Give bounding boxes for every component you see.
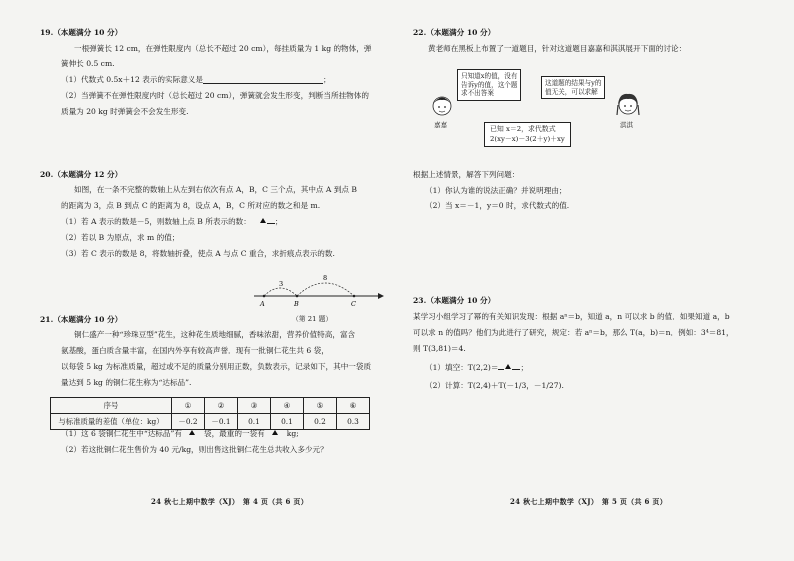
table-value-cell: 0.1 xyxy=(271,414,304,430)
q23-line1: 某学习小组学习了幂的有关知识发现：根据 aⁿ＝b，知道 a，n 可以求 b 的值．如果知道 a，b xyxy=(413,312,730,321)
triangle-blank-icon xyxy=(272,430,278,435)
q19-line1: 一根弹簧长 12 cm，在弹性限度内（总长不超过 20 cm），每挂质量为 1 kg 的物体，弹 xyxy=(74,44,372,53)
bubble-left-line: 只知道x的值，没有 xyxy=(461,72,518,80)
table-value-cell: －0.1 xyxy=(205,414,238,430)
q22-sub2: （2）当 x＝－1，y＝0 时，求代数式的值. xyxy=(425,201,570,210)
right-page xyxy=(397,0,794,561)
q21-line3: 以每袋 5 kg 为标准质量，超过或不足的质量分别用正数，负数表示，记录如下，其中一袋质 xyxy=(61,362,372,371)
q22-title: 22.（本题满分 10 分） xyxy=(413,28,496,37)
q21-line1: 铜仁盛产一种“珍珠豆型”花生，这种花生质地细腻，香味浓甜，营养价值特高，富含 xyxy=(74,330,356,339)
q21-line2: 氨基酸，蛋白质含量丰富，在国内外享有较高声誉．现有一批铜仁花生共 6 袋， xyxy=(61,346,329,355)
q23-sub1-end: ； xyxy=(520,363,529,372)
blackboard-problem xyxy=(484,122,571,147)
q20-line1: 如图，在一条不完整的数轴上从左到右依次有点 A，B，C 三个点，其中点 A 到点 B xyxy=(74,185,358,194)
q20-sub1-text: （1）若 A 表示的数是－5，则数轴上点 B 所表示的数： xyxy=(61,217,251,226)
axis-arrow-icon xyxy=(378,293,384,299)
answer-blank[interactable] xyxy=(203,74,323,84)
q21-line4: 量达到 5 kg 的铜仁花生称为“达标品”. xyxy=(61,378,192,387)
bubble-left-line: 求不出答案 xyxy=(461,89,494,98)
q19-sub1-end: ； xyxy=(323,75,331,84)
bubble-left-line: 告诉y的值，这个题 xyxy=(461,80,518,89)
q21-sub1-text-b: 袋，最重的一袋有 xyxy=(203,429,265,438)
q23-title: 23.（本题满分 10 分） xyxy=(413,296,496,305)
table-value-cell: －0.2 xyxy=(172,414,205,430)
table-row-label: 与标准质量的差值（单位：kg） xyxy=(51,414,172,430)
person-qiqi-name: 淇淇 xyxy=(620,121,633,129)
bubble-right-line: 值无关，可以求解 xyxy=(545,87,598,96)
person-jiajia-name: 嘉嘉 xyxy=(434,121,447,129)
board-line: 2(xy－x)－3(2＋y)＋xy xyxy=(490,134,565,143)
q20-title: 20.（本题满分 12 分） xyxy=(40,170,123,179)
deviation-table xyxy=(50,397,370,430)
q23-sub1 xyxy=(425,362,528,373)
q21-sub1 xyxy=(61,428,299,439)
point-b-label: B xyxy=(294,300,299,308)
q22-line1: 黄老师在黑板上布置了一道题目，针对这道题目嘉嘉和淇淇展开下面的讨论： xyxy=(428,44,687,53)
q20-sub1-end: ； xyxy=(274,217,283,226)
table-header-label: 序号 xyxy=(51,398,172,414)
q19-sub2-line2: 质量为 20 kg 时弹簧会不会发生形变. xyxy=(61,107,189,116)
person-qiqi-icon xyxy=(615,91,641,121)
q23-line2: 可以求 n 的值吗？他们为此进行了研究，规定：若 aⁿ＝b，那么 T(a，b)＝n．例如：3⁴＝81， xyxy=(413,328,734,337)
speech-bubble-right xyxy=(541,76,605,99)
table-index-cell: ④ xyxy=(271,398,304,414)
triangle-blank-icon xyxy=(505,364,511,369)
table-header-row xyxy=(51,398,370,414)
q22-line2: 根据上述情景，解答下列问题： xyxy=(413,170,520,179)
speech-bubble-left xyxy=(457,69,521,101)
q20-sub3: （3）若 C 表示的数是 8，将数轴折叠，使点 A 与点 C 重合，求折痕点表示的数. xyxy=(61,249,335,258)
table-value-cell: 0.1 xyxy=(238,414,271,430)
number-line-figure xyxy=(250,272,385,314)
point-a-label: A xyxy=(260,300,265,308)
table-index-cell: ② xyxy=(205,398,238,414)
table-index-cell: ⑤ xyxy=(304,398,337,414)
q23-sub1-text: （1）填空：T(2,2)＝ xyxy=(425,363,499,372)
triangle-blank-icon xyxy=(189,430,195,435)
q19-line2: 簧伸长 0.5 cm. xyxy=(61,59,115,68)
q21-sub1-text-a: （1）这 6 袋铜仁花生中“达标品”有 xyxy=(61,429,182,438)
right-page-footer: 24 秋七上期中数学（XJ） 第 5 页（共 6 页） xyxy=(510,497,668,506)
point-c-label: C xyxy=(351,300,356,308)
q21-sub1-text-c: kg; xyxy=(286,429,299,438)
table-value-cell: 0.3 xyxy=(337,414,370,430)
q20-sub2: （2）若以 B 为原点，求 m 的值； xyxy=(61,233,180,242)
table-index-cell: ③ xyxy=(238,398,271,414)
table-index-cell: ① xyxy=(172,398,205,414)
q20-line2: 的距离为 3，点 B 到点 C 的距离为 8，设点 A，B，C 所对应的数之和是 m. xyxy=(61,201,321,210)
q19-title: 19.（本题满分 10 分） xyxy=(40,28,123,37)
arc-bc-label: 8 xyxy=(323,274,328,282)
person-jiajia-icon xyxy=(429,93,455,121)
arc-ab-label: 3 xyxy=(279,280,284,288)
q21-title: 21.（本题满分 10 分） xyxy=(40,315,123,324)
q21-sub2: （2）若这批铜仁花生售价为 40 元/kg，则出售这批铜仁花生总共收入多少元？ xyxy=(61,445,328,454)
q19-sub1 xyxy=(61,74,331,85)
figure-caption: （第 21 题） xyxy=(292,315,333,323)
q23-line3: 则 T(3,81)＝4. xyxy=(413,344,466,353)
q19-sub1-text: （1）代数式 0.5x＋12 表示的实际意义是 xyxy=(61,75,203,84)
board-line: 已知 x＝2，求代数式 xyxy=(490,125,556,133)
table-index-cell: ⑥ xyxy=(337,398,370,414)
arc-bc xyxy=(297,283,354,296)
q23-sub2: （2）计算：T(2,4)＋T(－1/3，－1/27). xyxy=(425,381,564,390)
arc-ab xyxy=(264,288,297,296)
triangle-blank-icon xyxy=(260,218,266,223)
bubble-right-line: 这道题的结果与y的 xyxy=(545,79,602,87)
table-value-cell: 0.2 xyxy=(304,414,337,430)
q19-sub2-line1: （2）当弹簧不在弹性限度内时（总长超过 20 cm），弹簧就会发生形变，判断当所挂物体的 xyxy=(61,91,369,100)
left-page-footer: 24 秋七上期中数学（XJ） 第 4 页（共 6 页） xyxy=(151,497,309,506)
q22-sub1: （1）你认为谁的说法正确？并说明理由； xyxy=(425,186,567,195)
q20-sub1 xyxy=(61,216,282,227)
